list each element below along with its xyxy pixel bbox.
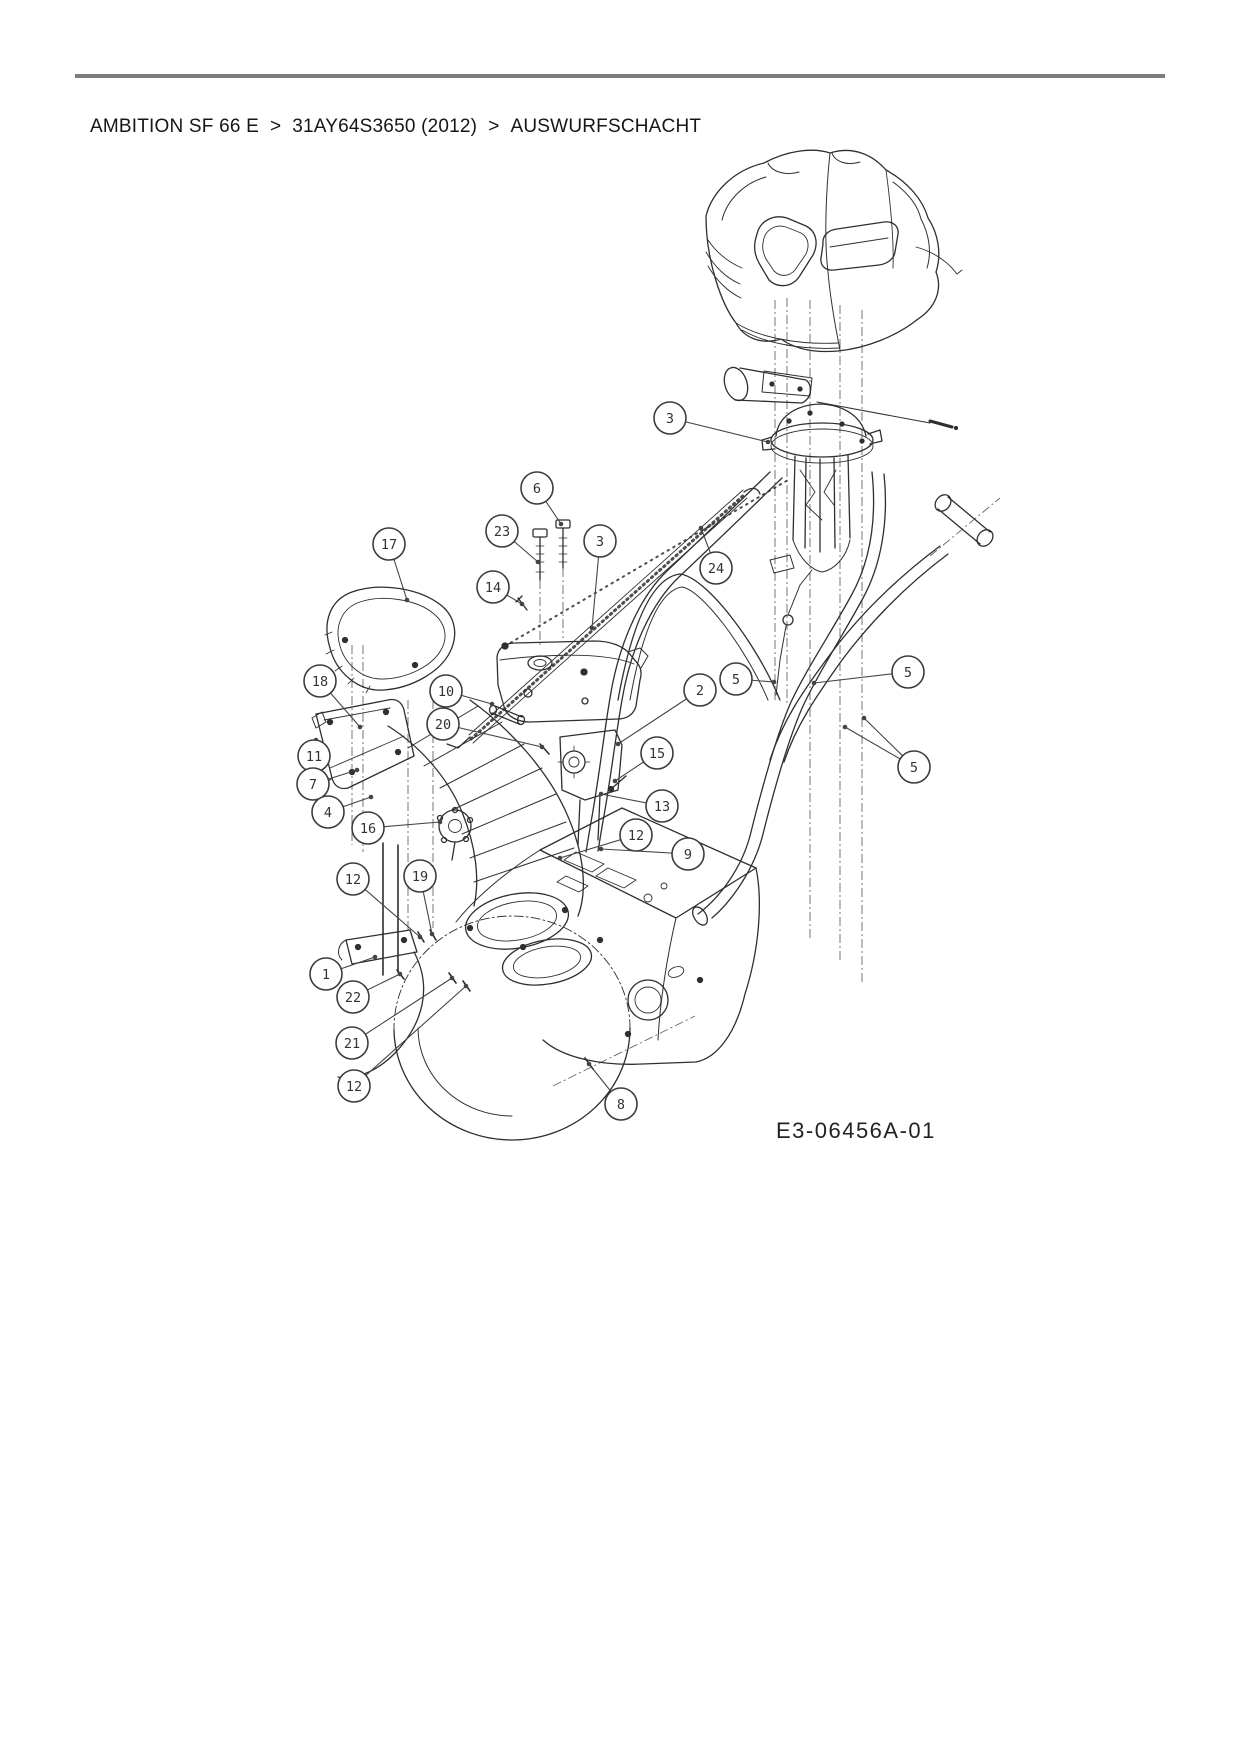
callout-7[interactable]	[297, 768, 359, 800]
svg-text:17: 17	[380, 536, 398, 553]
flange-rings	[461, 885, 595, 991]
breadcrumb-separator: >	[488, 116, 500, 137]
svg-text:7: 7	[308, 776, 318, 793]
diagram-id-label: E3-06456A-01	[776, 1118, 936, 1143]
svg-text:6: 6	[532, 480, 542, 497]
callout-20[interactable]	[427, 708, 544, 749]
callout-5[interactable]	[843, 716, 930, 783]
callout-5[interactable]	[812, 656, 924, 688]
breadcrumb-separator: >	[269, 116, 282, 137]
callout-3[interactable]	[654, 402, 770, 444]
crank-grip	[720, 364, 812, 403]
deflector-plate	[316, 699, 414, 804]
svg-text:3: 3	[665, 410, 675, 427]
svg-text:2: 2	[695, 682, 705, 699]
svg-text:24: 24	[707, 560, 725, 577]
callout-22[interactable]	[337, 972, 402, 1013]
callout-17[interactable]	[373, 528, 409, 602]
svg-text:9: 9	[683, 846, 693, 863]
breadcrumb-item-variant[interactable]: 31AY64S3650 (2012)	[292, 116, 478, 137]
callout-24[interactable]	[699, 526, 732, 584]
svg-text:5: 5	[731, 671, 741, 688]
svg-text:12: 12	[345, 1078, 363, 1095]
svg-text:12: 12	[627, 827, 645, 844]
svg-text:4: 4	[323, 804, 333, 821]
chute-ring	[325, 587, 455, 693]
svg-text:3: 3	[595, 533, 605, 550]
callout-9[interactable]	[599, 838, 704, 870]
svg-text:13: 13	[653, 798, 671, 815]
callout-11[interactable]	[298, 738, 330, 772]
svg-text:11: 11	[305, 748, 323, 765]
svg-text:14: 14	[484, 579, 502, 596]
svg-text:5: 5	[903, 664, 913, 681]
svg-text:5: 5	[909, 759, 919, 776]
chute-knob	[438, 808, 473, 861]
callout-13[interactable]	[599, 790, 678, 822]
svg-text:21: 21	[343, 1035, 361, 1052]
callout-2[interactable]	[616, 674, 716, 746]
callout-6[interactable]	[521, 472, 563, 526]
svg-text:10: 10	[437, 683, 455, 700]
svg-text:8: 8	[616, 1096, 626, 1113]
engine-hood	[706, 150, 962, 351]
svg-text:19: 19	[411, 868, 429, 885]
svg-text:16: 16	[359, 820, 377, 837]
svg-text:12: 12	[344, 871, 362, 888]
callout-23[interactable]	[486, 515, 540, 564]
callout-16[interactable]	[352, 812, 442, 844]
callout-14[interactable]	[477, 571, 524, 606]
svg-text:18: 18	[311, 673, 329, 690]
callout-5[interactable]	[720, 663, 776, 695]
breadcrumb-item-assembly: AUSWURFSCHACHT	[510, 116, 702, 137]
chute-holder	[762, 404, 882, 695]
svg-text:22: 22	[344, 989, 362, 1006]
callout-19[interactable]	[404, 860, 436, 936]
svg-text:1: 1	[321, 966, 331, 983]
callout-10[interactable]	[430, 675, 494, 707]
breadcrumb-item-model[interactable]: AMBITION SF 66 E	[90, 116, 259, 137]
svg-text:23: 23	[493, 523, 511, 540]
svg-text:20: 20	[434, 716, 452, 733]
callout-8[interactable]	[587, 1062, 637, 1120]
svg-text:15: 15	[648, 745, 666, 762]
